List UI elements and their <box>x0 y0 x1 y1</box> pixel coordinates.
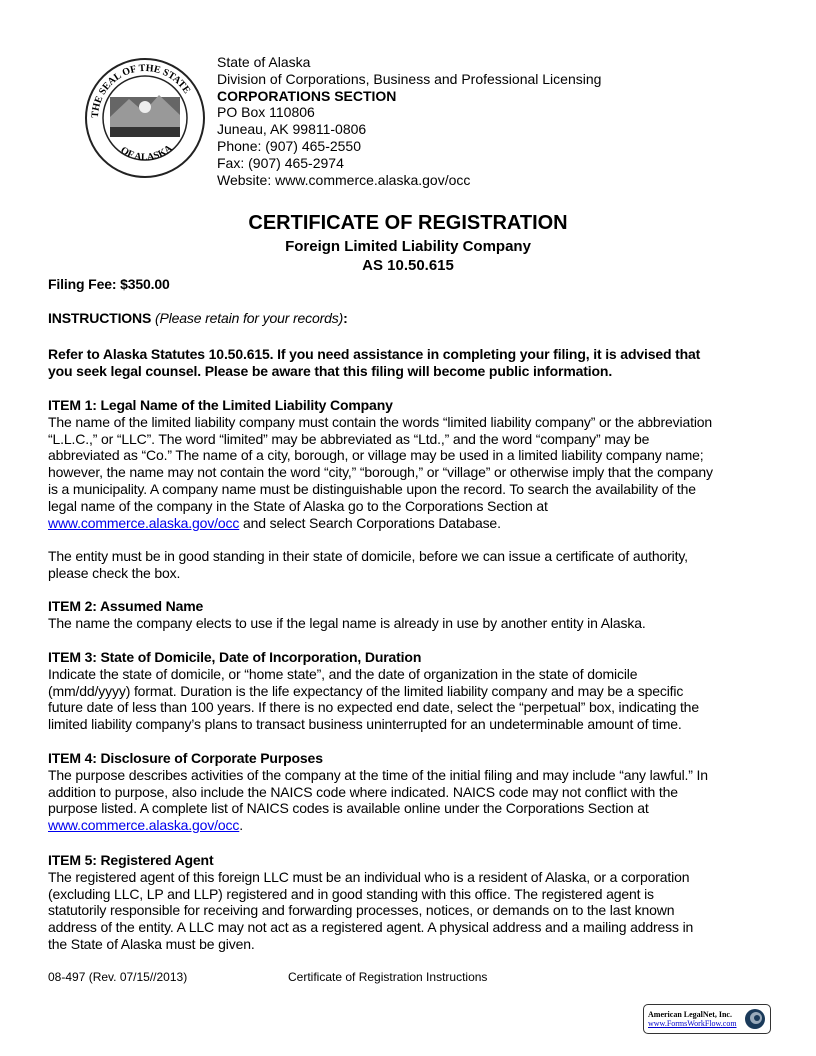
text-line: statutorily responsible for receiving and forwarding processes, notices, or demands on to the last known <box>48 902 675 919</box>
text-line: (excluding LLC, LP and LLP) registered and in good standing with this office. The registered agent is <box>48 885 654 902</box>
header-line: Website: www.commerce.alaska.gov/occ <box>217 171 471 188</box>
text-line: the State of Alaska must be given. <box>48 935 255 952</box>
item5-section <box>48 852 693 953</box>
header-line: Fax: (907) 465-2974 <box>217 154 344 171</box>
header-line: State of Alaska <box>217 54 311 70</box>
text-line: and select Search Corporations Database. <box>239 514 501 531</box>
text-line: please check the box. <box>48 564 181 581</box>
item3-section <box>48 649 699 733</box>
text-line: The registered agent of this foreign LLC must be an individual who is a resident of Alaska, or a corporation <box>48 868 690 885</box>
text-line: The purpose describes activities of the company at the time of the initial filing and may include “any lawful.” In <box>48 766 708 783</box>
item1-section <box>48 397 713 582</box>
header-line: PO Box 110806 <box>217 104 315 121</box>
svg-text:THE SEAL OF THE STATE: THE SEAL OF THE STATE <box>89 62 193 119</box>
instructions-label: INSTRUCTIONS <box>48 310 152 326</box>
text-line: however, the name may not contain the word “city,” “borough,” or “village” or otherwise imply that the company <box>48 464 713 481</box>
item4-section <box>48 750 708 834</box>
text-line: . <box>239 817 243 834</box>
footer-form-number: 08-497 (Rev. 07/15//2013) <box>48 970 188 984</box>
page-title: CERTIFICATE OF REGISTRATION <box>248 212 568 234</box>
alaska-state-seal-icon <box>84 57 206 179</box>
commerce-website-link[interactable]: www.commerce.alaska.gov/occ <box>48 817 240 834</box>
text-line: “L.L.C.,” or “LLC”. The word “limited” may be abbreviated as “Ltd.,” and the word “company” may be <box>48 430 650 447</box>
badge-name: American LegalNet, Inc. <box>648 1010 732 1019</box>
item3-heading: ITEM 3: State of Domicile, Date of Incorporation, Duration <box>48 649 422 665</box>
filing-fee: Filing Fee: $350.00 <box>48 276 170 292</box>
globe-icon <box>744 1008 766 1030</box>
item2-heading: ITEM 2: Assumed Name <box>48 598 204 614</box>
footer-title: Certificate of Registration Instructions <box>288 970 488 984</box>
badge-url[interactable]: www.FormsWorkFlow.com <box>648 1019 737 1028</box>
text-line: The name the company elects to use if the legal name is already in use by another entity in Alaska. <box>48 614 646 631</box>
instructions-heading <box>48 310 348 327</box>
text-line: you seek legal counsel. Please be aware that this filing will become public information. <box>48 362 613 379</box>
header-line: Phone: (907) 465-2550 <box>217 137 361 154</box>
svg-text:OF ALASKA: OF ALASKA <box>118 142 175 164</box>
item4-heading: ITEM 4: Disclosure of Corporate Purposes <box>48 750 323 766</box>
text-line: (mm/dd/yyyy) format. Duration is the life expectancy of the limited liability company and may be a specific <box>48 682 684 699</box>
legalnet-badge[interactable] <box>643 1004 771 1034</box>
colon: : <box>343 310 348 326</box>
commerce-website-link[interactable]: www.commerce.alaska.gov/occ <box>48 514 240 531</box>
text-line: legal name of the company in the State of Alaska go to the Corporations Section at <box>48 497 548 514</box>
text-line: limited liability company’s plans to transact business uninterrupted for an undeterminable amount of time. <box>48 716 682 733</box>
text-line: abbreviated as “Co.” The name of a city, borough, or village may be used in a limited liability company name; <box>48 447 704 464</box>
text-line: address of the entity. A LLC may not act as a registered agent. A physical address and a mailing address in <box>48 919 694 936</box>
text-line: addition to purpose, also include the NAICS code where indicated. NAICS code may not conflict with the <box>48 783 678 800</box>
item1-heading: ITEM 1: Legal Name of the Limited Liability Company <box>48 397 393 413</box>
instructions-note: (Please retain for your records) <box>154 310 344 326</box>
refer-paragraph <box>48 346 700 380</box>
text-line: Refer to Alaska Statutes 10.50.615. If you need assistance in completing your filing, it is advised that <box>48 346 701 362</box>
text-line: Indicate the state of domicile, or “home state”, and the date of organization in the state of domicile <box>48 665 638 682</box>
header-line: Division of Corporations, Business and Professional Licensing <box>217 70 602 87</box>
page-subtitle: Foreign Limited Liability Company <box>285 238 531 255</box>
text-line: purpose listed. A complete list of NAICS codes is available online under the Corporations Section at <box>48 800 649 817</box>
text-line: is a municipality. A company name must be distinguishable upon the record. To search the availability of the <box>48 480 696 497</box>
text-line: The name of the limited liability company must contain the words “limited liability company” or the abbreviation <box>48 413 713 430</box>
text-line: The entity must be in good standing in their state of domicile, before we can issue a certificate of authority, <box>48 548 688 565</box>
header-line: CORPORATIONS SECTION <box>217 87 397 104</box>
item2-section <box>48 598 646 632</box>
text-line: future date of less than 100 years. If there is no expected end date, select the “perpetual” box, indicating the <box>48 699 699 716</box>
header-line: Juneau, AK 99811-0806 <box>217 121 367 138</box>
agency-address-block <box>217 54 601 188</box>
item5-heading: ITEM 5: Registered Agent <box>48 852 214 868</box>
statute-reference: AS 10.50.615 <box>362 257 454 274</box>
